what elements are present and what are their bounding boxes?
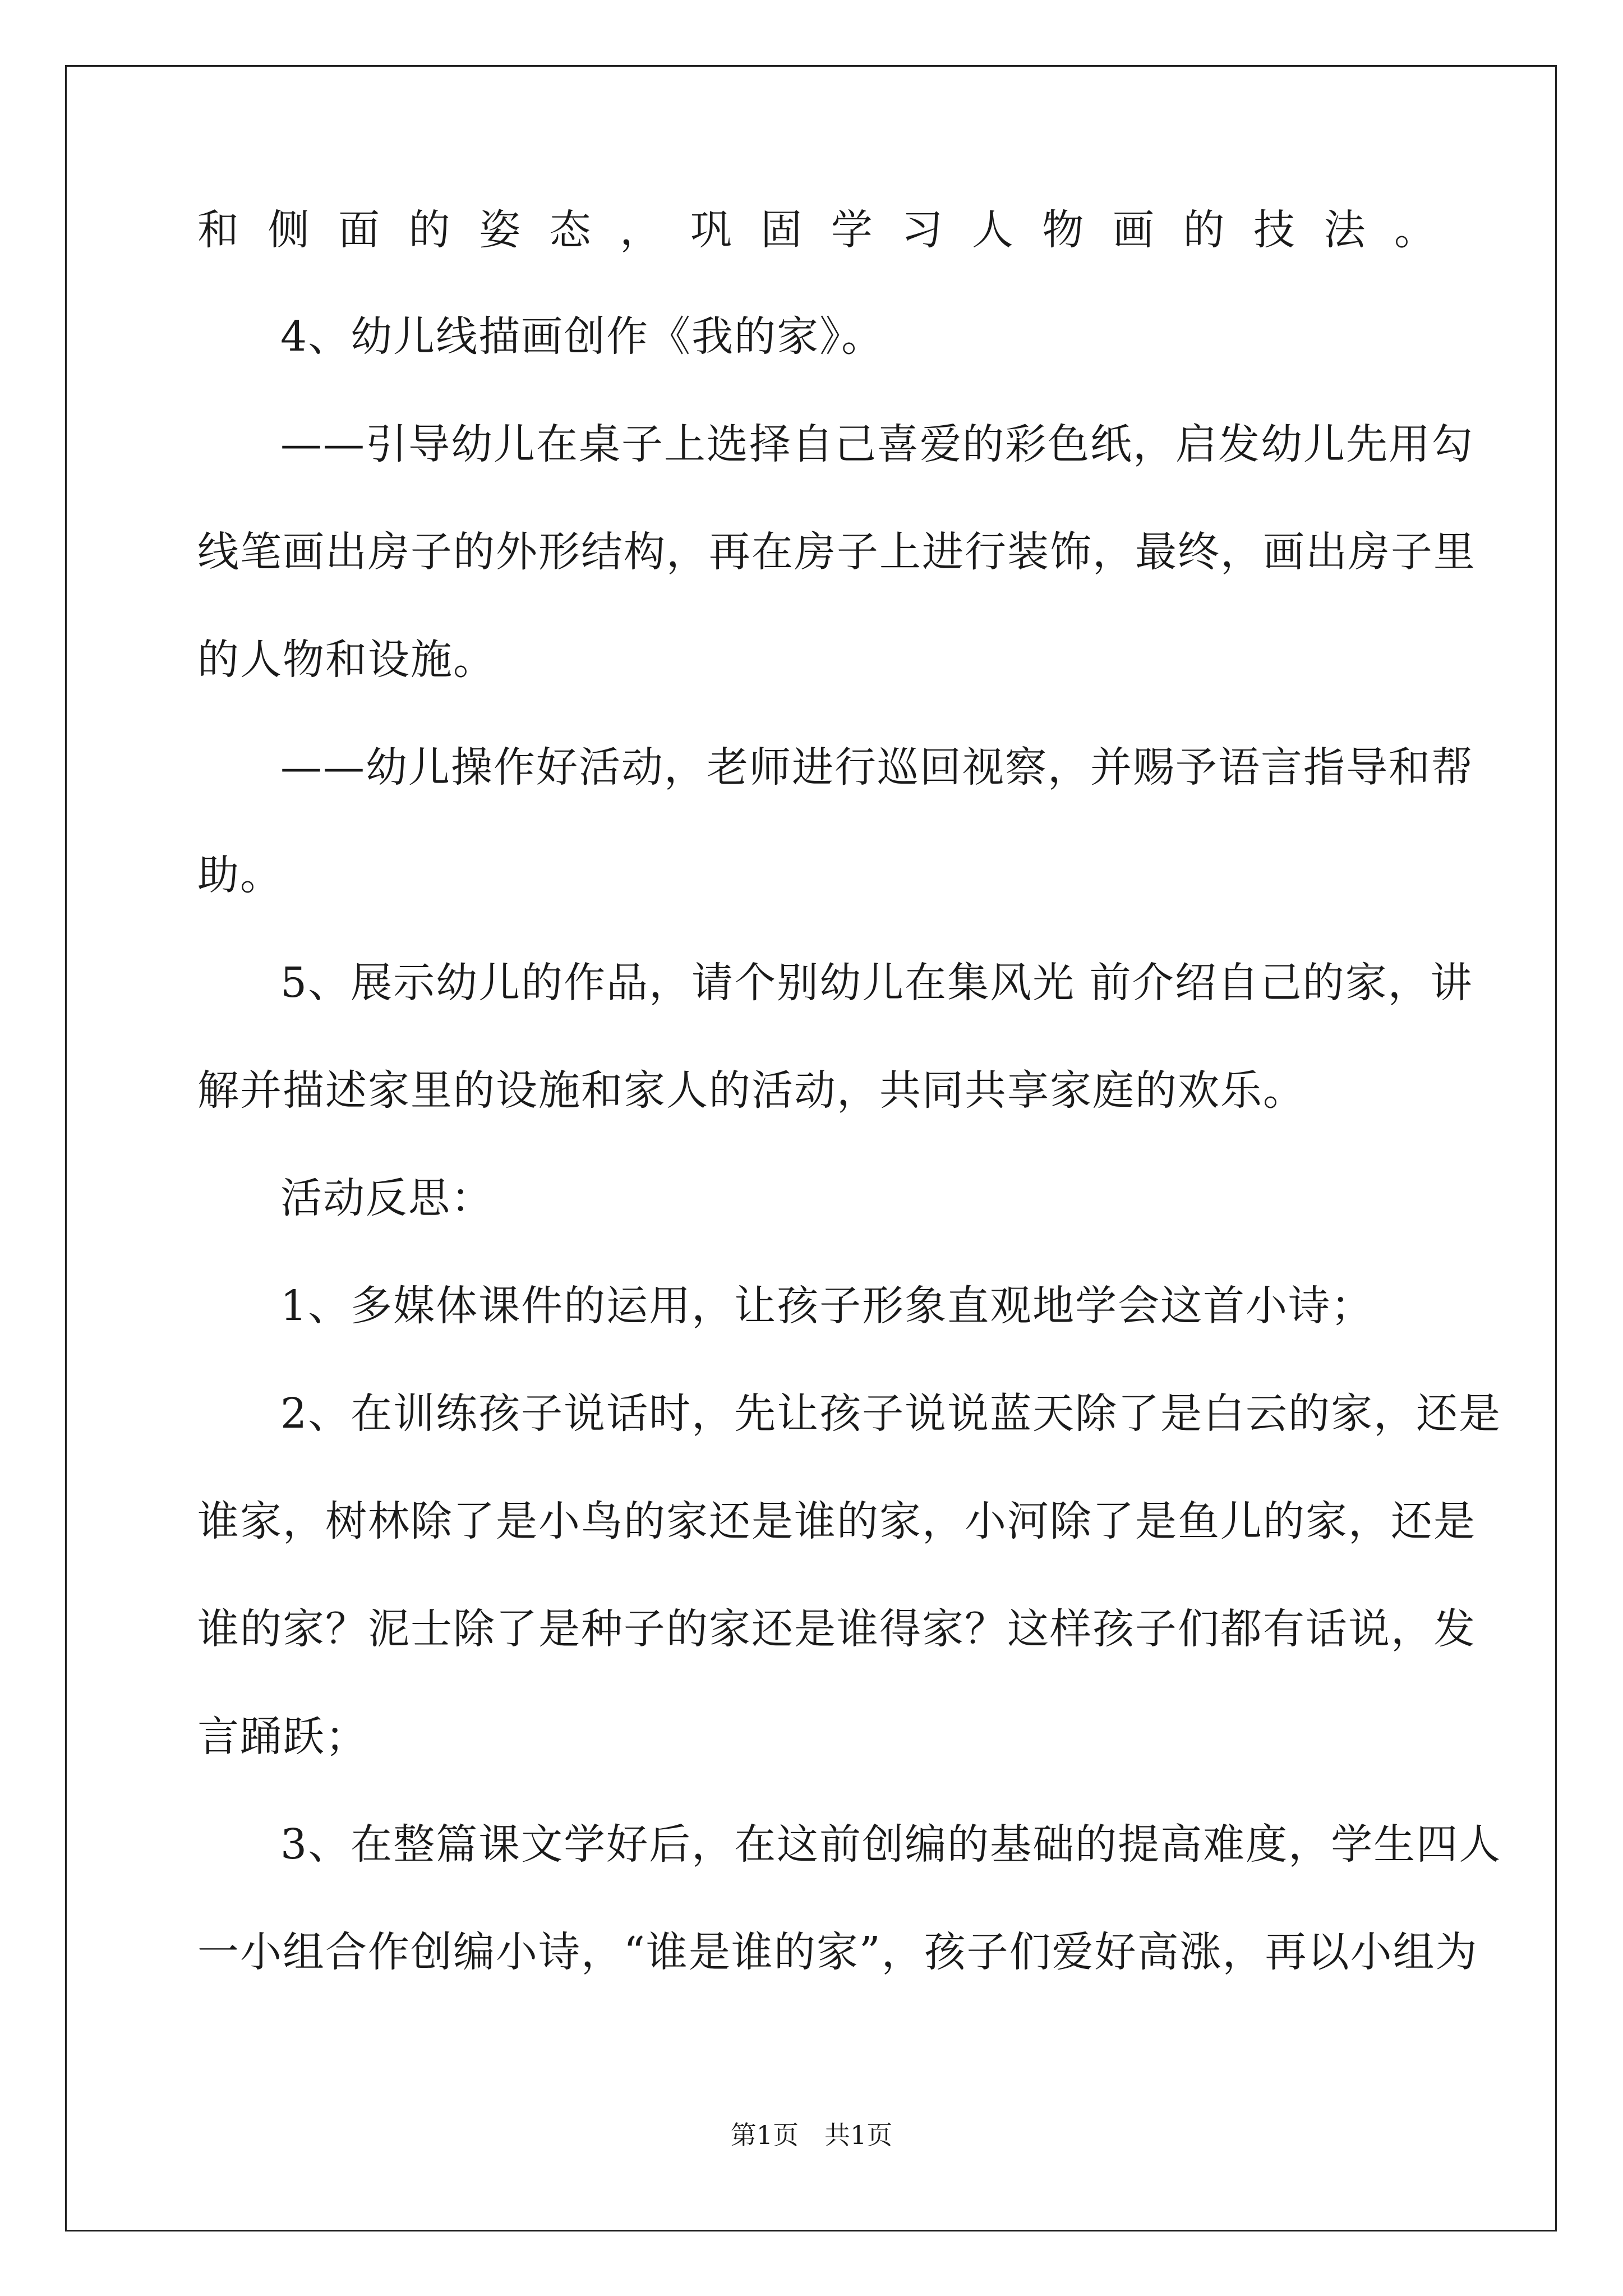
text-line: 言踊跃； bbox=[197, 1713, 368, 1761]
text-line: 谁的家？泥士除了是种子的家还是谁得家？这样孩子们都有话说，发 bbox=[197, 1605, 1476, 1653]
text-line: 4、幼儿线描画创作《我的家》。 bbox=[280, 312, 884, 361]
section-heading: 活动反思： bbox=[280, 1174, 494, 1222]
text-line: 助。 bbox=[197, 851, 283, 899]
text-line: 一小组合作创编小诗，“谁是谁的家”，孩子们爱好高涨，再以小组为 bbox=[197, 1928, 1478, 1976]
text-line: 的人物和设施。 bbox=[197, 636, 496, 684]
page-border bbox=[65, 65, 1557, 2231]
text-line: ——引导幼儿在桌子上选择自己喜爱的彩色纸，启发幼儿先用勾 bbox=[280, 420, 1474, 468]
text-line: 3、在整篇课文学好后，在这前创编的基础的提高难度，学生四人 bbox=[280, 1820, 1502, 1869]
text-line: 解并描述家里的设施和家人的活动，共同共享家庭的欢乐。 bbox=[197, 1066, 1306, 1115]
text-line: 谁家，树林除了是小鸟的家还是谁的家，小河除了是鱼儿的家，还是 bbox=[197, 1497, 1476, 1545]
text-line: 和侧面的姿态，巩固学习人物画的技法。 bbox=[197, 206, 1437, 254]
page-footer: 第1页 共1页 bbox=[730, 2120, 893, 2150]
text-line: 5、展示幼儿的作品，请个别幼儿在集风光 前介绍自己的家，讲 bbox=[280, 959, 1473, 1007]
text-line: ——幼儿操作好活动，老师进行巡回视察，并赐予语言指导和帮 bbox=[280, 743, 1474, 792]
text-line: 2、在训练孩子说话时，先让孩子说说蓝天除了是白云的家，还是 bbox=[280, 1389, 1502, 1438]
text-line: 线笔画出房子的外形结构，再在房子上进行装饰，最终，画出房子里 bbox=[197, 528, 1476, 576]
text-line: 1、多媒体课件的运用，让孩子形象直观地学会这首小诗； bbox=[280, 1282, 1374, 1330]
